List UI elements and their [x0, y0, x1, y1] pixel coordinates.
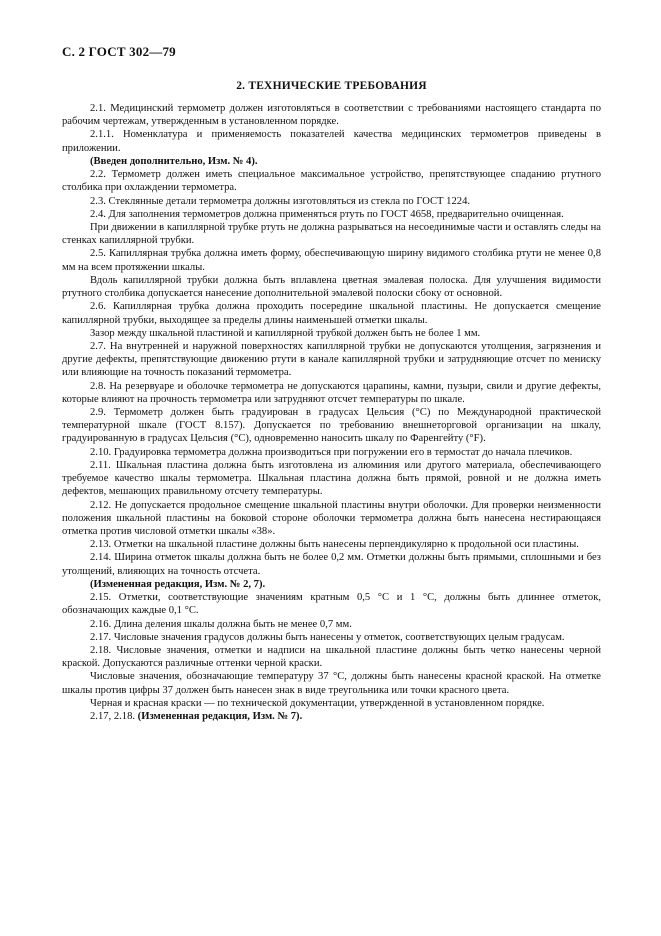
- paragraph: При движении в капиллярной трубке ртуть не должна разрываться на несоединимые части и оставлять следы на стенках капиллярной трубки.: [62, 221, 601, 247]
- paragraph: Вдоль капиллярной трубки должна быть вплавлена цветная эмалевая полоска. Для улучшения видимости ртутного столбика допускается нанесение дополнительной эмалевой полоски сбоку от основной.: [62, 274, 601, 300]
- paragraph: 2.9. Термометр должен быть градуирован в градусах Цельсия (°С) по Международной практической температурной шкале (ГОСТ 8.157). Допускается по требованию внешнеторговой организации на шкалу, градуированную в градусах Цельсия (°С), одновременно наносить шкалу по Фаренгейту (°F).: [62, 407, 601, 445]
- paragraph: Черная и красная краски — по технической документации, утвержденной в установленном порядке.: [90, 697, 545, 709]
- section-title: 2. ТЕХНИЧЕСКИЕ ТРЕБОВАНИЯ: [236, 80, 427, 92]
- paragraph: 2.6. Капиллярная трубка должна проходить посередине шкальной пластины. Не допускается смещение капиллярной трубки, выходящее за пределы длины наименьшей отметки шкалы.: [62, 301, 601, 326]
- paragraph: 2.13. Отметки на шкальной пластине должны быть нанесены перпендикулярно к продольной оси пластины.: [90, 539, 579, 551]
- paragraph: 2.11. Шкальная пластина должна быть изготовлена из алюминия или другого материала, обеспечивающего требуемое качество шкалы термометра. Шкальная пластина должна быть прямой, ровной и не должна иметь дефектов, мешающих правильному отсчету температуры.: [62, 459, 601, 498]
- paragraph: 2.7. На внутренней и наружной поверхностях капиллярной трубки не допускаются утолщения, загрязнения и другие дефекты, препятствующие движению ртути в канале капиллярной трубки и затрудняющие отсчет по мениску или влияющие на точность показаний термометра.: [62, 340, 601, 379]
- paragraph: 2.3. Стеклянные детали термометра должны изготовляться из стекла по ГОСТ 1224.: [90, 195, 471, 207]
- paragraph: 2.8. На резервуаре и оболочке термометра не допускаются царапины, камни, пузыри, свили и другие дефекты, которые влияют на прочность термометра или затрудняют отсчет температуры по шкале.: [62, 380, 601, 405]
- amendment-note: (Измененная редакция, Изм. № 2, 7).: [90, 578, 266, 590]
- paragraph: 2.10. Градуировка термометра должна производиться при погружении его в термостат до начала плечиков.: [90, 446, 573, 458]
- paragraph: 2.1. Медицинский термометр должен изготовляться в соответствии с требованиями настоящего стандарта по рабочим чертежам, утвержденным в установленном порядке.: [62, 103, 601, 128]
- paragraph: 2.1.1. Номенклатура и применяемость показателей качества медицинских термометров приведены в приложении.: [62, 129, 601, 154]
- paragraph: 2.14. Ширина отметок шкалы должна быть не более 0,2 мм. Отметки должны быть прямыми, сплошными и без утолщений, влияющих на точность отсчета.: [62, 552, 601, 577]
- paragraph: [62, 710, 601, 723]
- paragraph: 2.17. Числовые значения градусов должны быть нанесены у отметок, соответствующих целым градусам.: [90, 631, 565, 643]
- amendment-note: (Измененная редакция, Изм. № 7).: [137, 711, 303, 723]
- paragraph: Числовые значения, обозначающие температуру 37 °С, должны быть нанесены красной краской. На отметке шкалы против цифры 37 должен быть нанесен знак в виде треугольника или точки красного цвета.: [62, 671, 601, 696]
- paragraph: Зазор между шкальной пластиной и капиллярной трубкой должен быть не более 1 мм.: [90, 327, 481, 339]
- paragraph-ref: 2.17, 2.18.: [90, 711, 138, 723]
- paragraph: 2.15. Отметки, соответствующие значениям кратным 0,5 °С и 1 °С, должны быть длиннее отметок, обозначающих каждые 0,1 °С.: [62, 592, 601, 617]
- paragraph: 2.12. Не допускается продольное смещение шкальной пластины внутри оболочки. Для проверки неизменности положения шкальной пластины на боковой стороне оболочки термометра должна быть нанесена нестирающаяся отметка против числовой отметки шкалы «38».: [62, 499, 601, 537]
- paragraph: 2.16. Длина деления шкалы должна быть не менее 0,7 мм.: [90, 618, 352, 630]
- paragraph: 2.2. Термометр должен иметь специальное максимальное устройство, препятствующее спаданию ртутного столбика при охлаждении термометра.: [62, 169, 601, 194]
- paragraph: 2.4. Для заполнения термометров должна применяться ртуть по ГОСТ 4658, предварительно очищенная.: [90, 208, 564, 220]
- document-body: [62, 102, 601, 723]
- paragraph: 2.18. Числовые значения, отметки и надписи на шкальной пластине должны быть четко нанесены черной краской. Допускаются различные оттенки черной краски.: [62, 644, 601, 670]
- paragraph: 2.5. Капиллярная трубка должна иметь форму, обеспечивающую ширину видимого столбика ртути не менее 0,8 мм на всем протяжении шкалы.: [62, 248, 601, 273]
- amendment-note: (Введен дополнительно, Изм. № 4).: [90, 155, 258, 167]
- page-header: С. 2 ГОСТ 302—79: [62, 44, 176, 59]
